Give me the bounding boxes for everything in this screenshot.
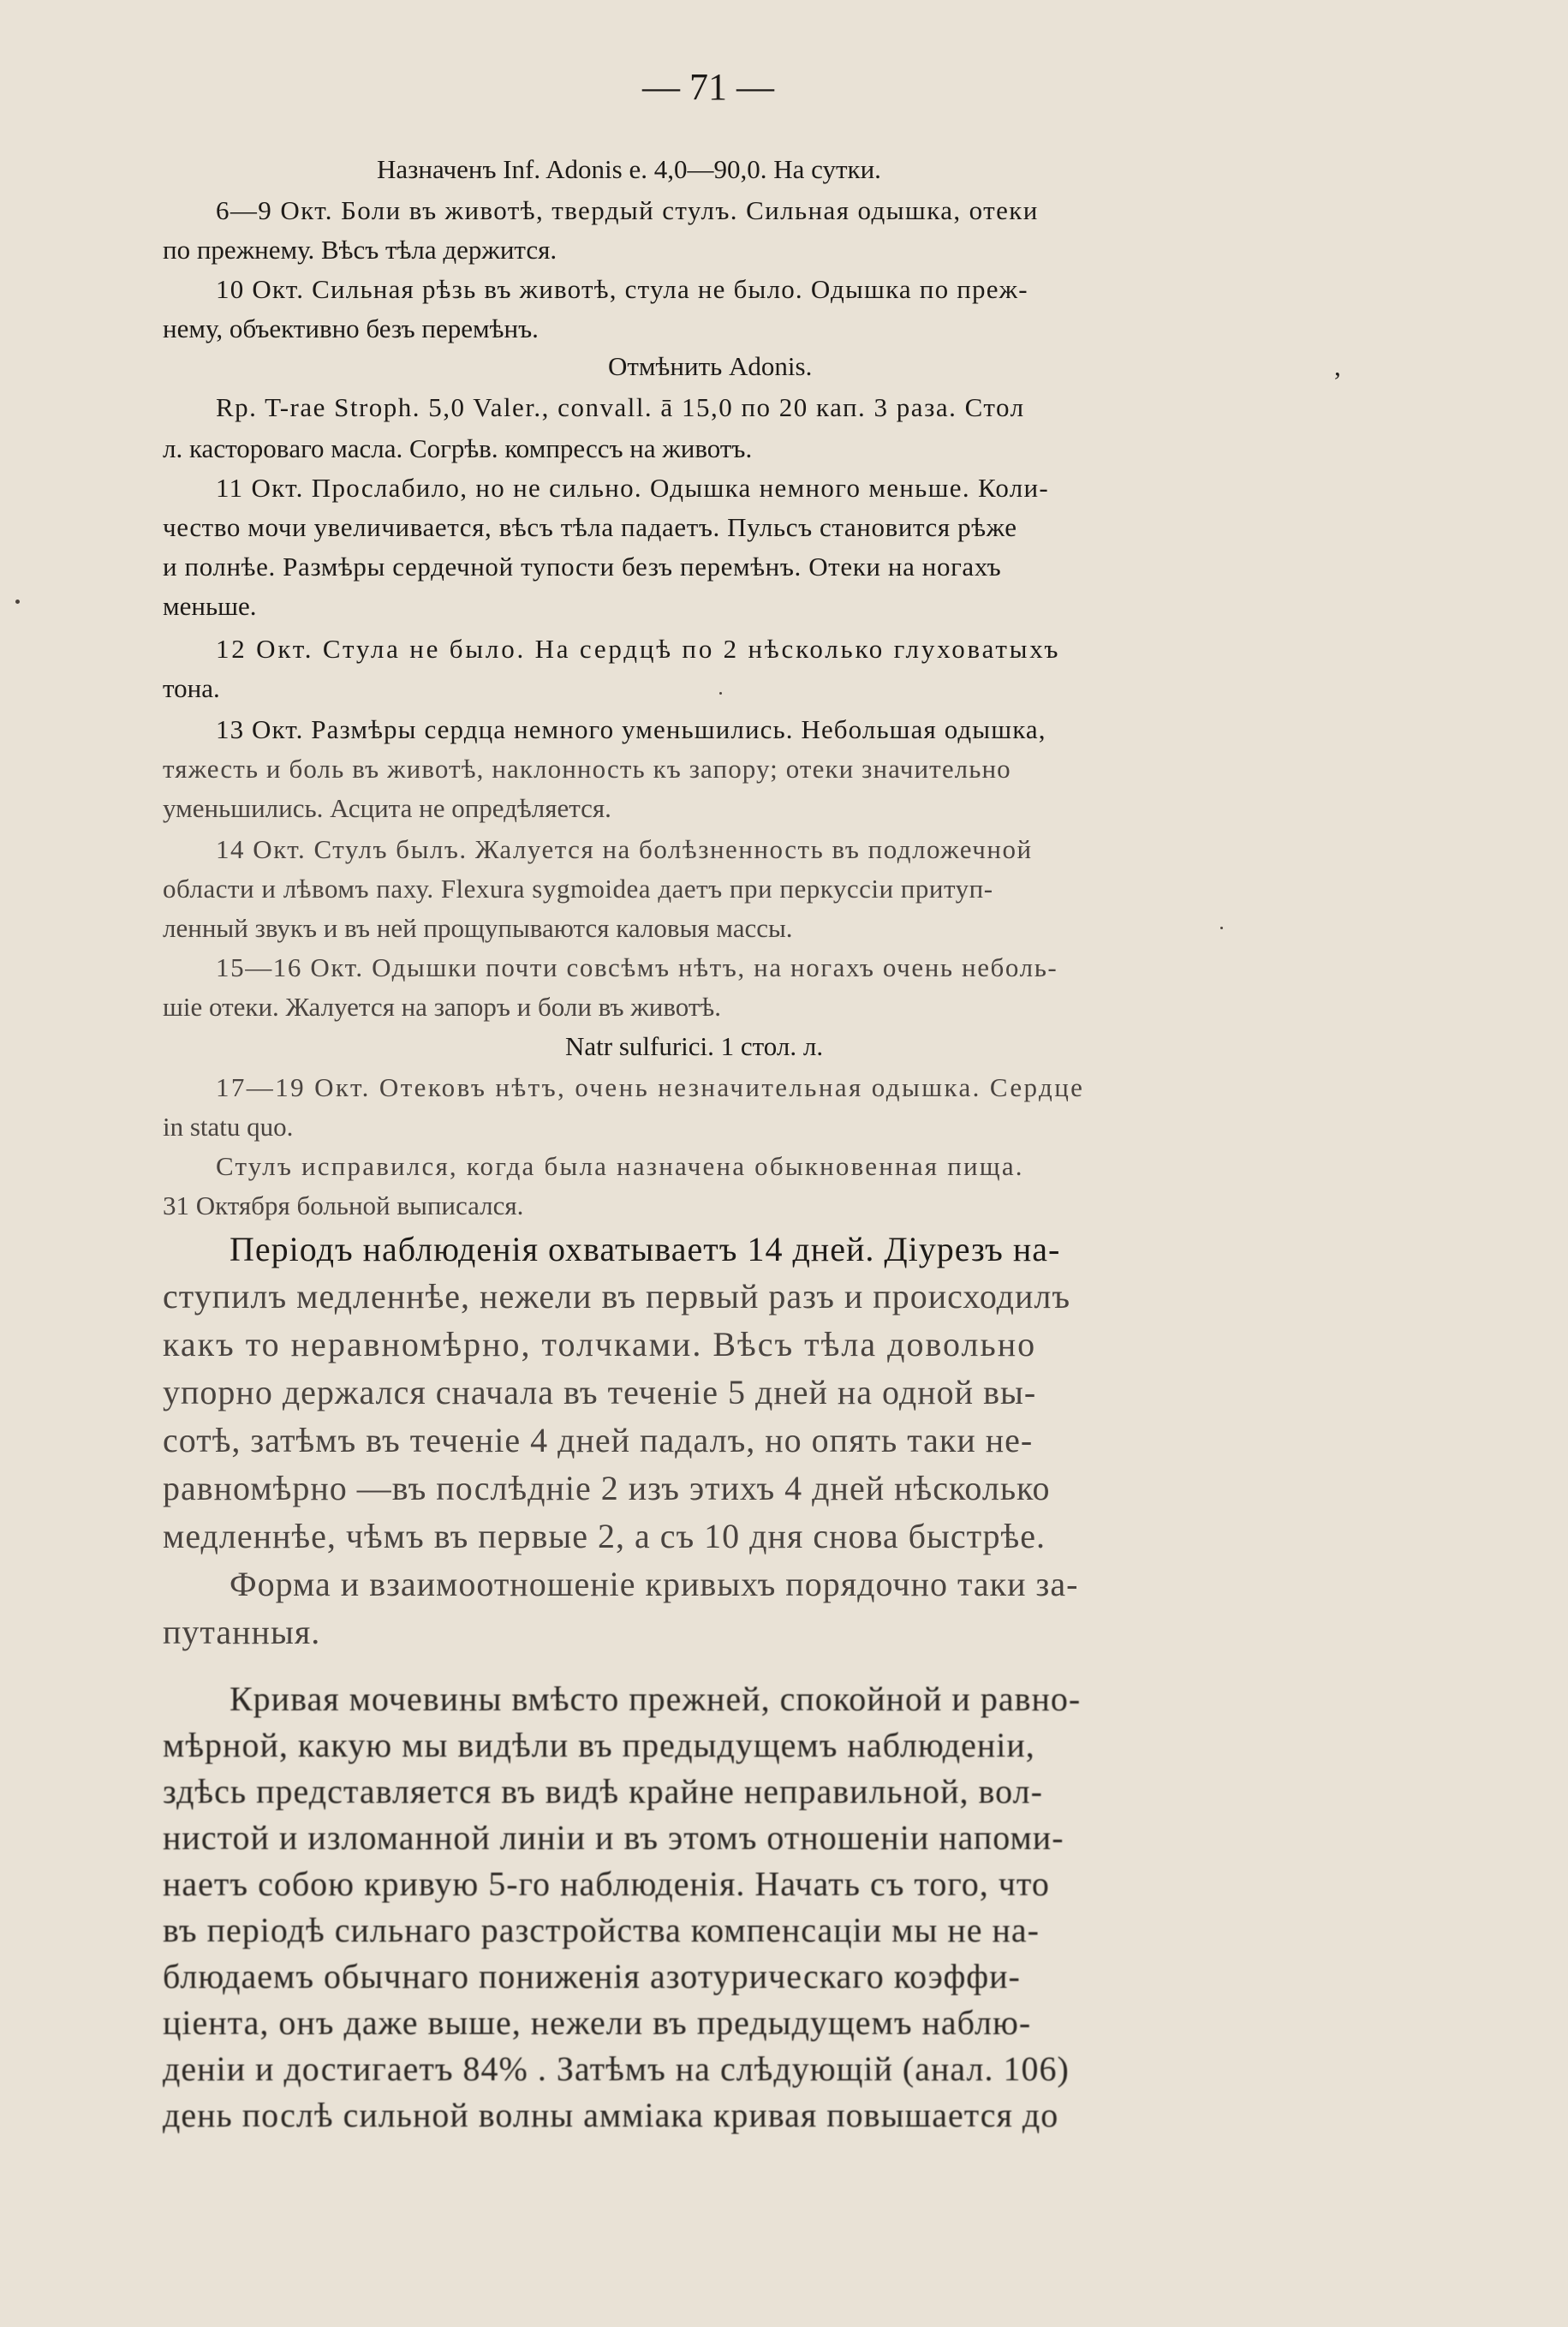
text-line: 17—19 Окт. Отековъ нѣтъ, очень незначительная одышка. Сердце — [216, 1072, 1085, 1102]
text-line: деніи и достигаетъ 84% . Затѣмъ на слѣдующій (анал. 106) — [163, 2050, 1070, 2088]
text-line: тона. — [163, 673, 220, 703]
text-line: ленный звукъ и въ ней прощупываются каловыя массы. — [163, 913, 793, 943]
text-line: Стулъ исправился, когда была назначена обыкновенная пища. — [216, 1151, 1024, 1181]
text-line: Періодъ наблюденія охватываетъ 14 дней. Діурезъ на- — [230, 1230, 1061, 1268]
text-line: сотѣ, затѣмъ въ теченіе 4 дней падалъ, но опять таки не- — [163, 1421, 1034, 1459]
text-line: равномѣрно —въ послѣдніе 2 изъ этихъ 4 дней нѣсколько — [163, 1469, 1051, 1507]
text-line: мѣрной, какую мы видѣли въ предыдущемъ наблюденіи, — [163, 1726, 1035, 1764]
text-line: л. касторовaго масла. Согрѣв. компрессъ на животъ. — [163, 433, 753, 463]
text-line: день послѣ сильной волны амміака кривая повышается до — [163, 2096, 1059, 2134]
text-line: нему, объективно безъ перемѣнъ. — [163, 313, 539, 343]
text-line: нистой и изломанной линіи и въ этомъ отношеніи напоми- — [163, 1818, 1064, 1857]
text-line: и полнѣе. Размѣры сердечной тупости безъ перемѣнъ. Отеки на ногахъ — [163, 552, 1002, 582]
text-line: 6—9 Окт. Боли въ животѣ, твердый стулъ. Сильная одышка, отеки — [216, 195, 1039, 225]
text-line: чество мочи увеличивается, вѣсъ тѣла падаетъ. Пульсъ становится рѣже — [163, 512, 1017, 542]
text-line: наетъ собою кривую 5-го наблюденія. Начать съ того, что — [163, 1865, 1050, 1903]
text-line: Rp. T-rae Stroph. 5,0 Valer., convall. ā 15,0 по 20 кап. 3 раза. Стол — [216, 392, 1025, 422]
text-line: медленнѣе, чѣмъ въ первые 2, а съ 10 дня снова быстрѣе. — [163, 1517, 1046, 1555]
text-line: 15—16 Окт. Одышки почти совсѣмъ нѣтъ, на ногахъ очень неболь- — [216, 952, 1058, 982]
text-line: здѣсь представляется въ видѣ крайне неправильной, вол- — [163, 1772, 1043, 1811]
text-line: ступилъ медленнѣе, нежели въ первый разъ и происходилъ — [163, 1277, 1071, 1316]
text-line: области и лѣвомъ паху. Flexura sygmoidea даетъ при перкуссіи притуп- — [163, 874, 993, 904]
text-line: тяжесть и боль въ животѣ, наклонность къ запору; отеки значительно — [163, 754, 1011, 784]
scan-speck — [1220, 927, 1223, 929]
text-line: Назначенъ Inf. Adonis e. 4,0—90,0. На сутки. — [377, 154, 881, 184]
text-line: 10 Окт. Сильная рѣзь въ животѣ, стула не было. Одышка по преж- — [216, 274, 1028, 304]
text-line: Форма и взаимоотношеніе кривыхъ порядочно таки за- — [230, 1565, 1079, 1603]
text-line: блюдаемъ обычнаго пониженія азотурическаго коэффи- — [163, 1957, 1021, 1996]
text-line: in statu quo. — [163, 1112, 294, 1142]
text-line: 31 Октября больной выписался. — [163, 1190, 524, 1220]
text-line: Кривая мочевины вмѣсто прежней, спокойной и равно- — [230, 1680, 1082, 1718]
text-line: 11 Окт. Прослабило, но не сильно. Одышка немного меньше. Коли- — [216, 473, 1050, 503]
scan-speck — [719, 692, 722, 695]
text-line: въ періодѣ сильнаго разстройства компенсаціи мы не на- — [163, 1911, 1040, 1949]
page-number: — 71 — — [642, 66, 774, 108]
text-line: по прежнему. Вѣсъ тѣла держится. — [163, 235, 557, 265]
text-line: шіе отеки. Жалуется на запоръ и боли въ животѣ. — [163, 992, 721, 1022]
text-line: ціента, онъ даже выше, нежели въ предыдущемъ наблю- — [163, 2003, 1032, 2042]
scan-speck — [15, 600, 20, 604]
text-line: уменьшились. Асцита не опредѣляется. — [163, 793, 611, 823]
text-line: 13 Окт. Размѣры сердца немного уменьшились. Небольшая одышка, — [216, 714, 1046, 744]
text-line: 14 Окт. Стулъ былъ. Жалуется на болѣзненность въ подложечной — [216, 834, 1033, 864]
text-line: упорно держался сначала въ теченіе 5 дней на одной вы- — [163, 1373, 1037, 1411]
text-line: 12 Окт. Стула не было. На сердцѣ по 2 нѣсколько глуховатыхъ — [216, 634, 1061, 664]
stray-mark: , — [1334, 351, 1341, 381]
text-line: путанныя. — [163, 1613, 321, 1651]
text-line: Отмѣнить Adonis. — [608, 351, 813, 381]
text-line: Natr sulfurici. 1 стол. л. — [565, 1031, 824, 1061]
text-line: меньше. — [163, 591, 257, 621]
text-line: какъ то неравномѣрно, толчками. Вѣсъ тѣла довольно — [163, 1325, 1037, 1363]
